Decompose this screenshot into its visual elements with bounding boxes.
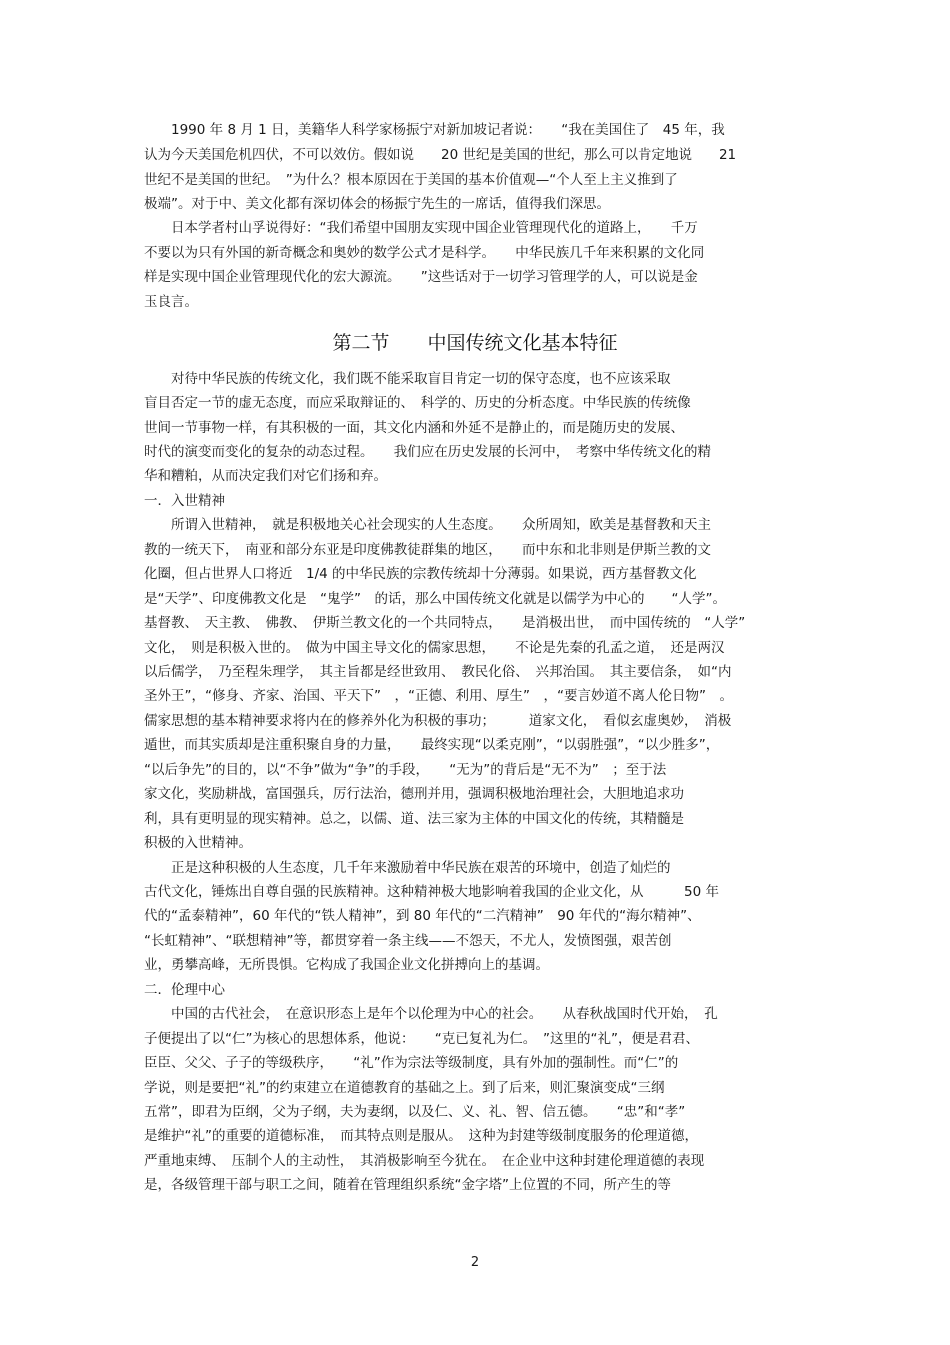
text-line: 中国的古代社会， 在意识形态上是年个以伦理为中心的社会。 从春秋战国时代开始， 孔 bbox=[144, 1006, 718, 1022]
text-line: 教的一统天下， 南亚和部分东亚是印度佛教徒群集的地区， 而中东和北非则是伊斯兰教的文 bbox=[144, 542, 711, 558]
text-line: 盲目否定一节的虚无态度，而应采取辩证的、 科学的、历史的分析态度。中华民族的传统像 bbox=[144, 395, 691, 411]
text-line: 化圈，但占世界人口将近 1/4 的中华民族的宗教传统却十分薄弱。如果说，西方基督教文化 bbox=[144, 566, 697, 582]
text-line: 古代文化，锤炼出自尊自强的民族精神。这种精神极大地影响着我国的企业文化，从 50 年 bbox=[144, 884, 719, 900]
text-line: 儒家思想的基本精神要求将内在的修养外化为积极的事功； 道家文化， 看似玄虚奥妙， 消极 bbox=[144, 713, 732, 729]
subheading-ethics-center: 二．伦理中心 bbox=[144, 982, 225, 998]
text-line: 积极的入世精神。 bbox=[144, 835, 252, 851]
text-line: 玉良言。 bbox=[144, 294, 198, 310]
text-line: 业，勇攀高峰，无所畏惧。它构成了我国企业文化拼搏向上的基调。 bbox=[144, 957, 549, 973]
text-line: 是，各级管理干部与职工之间，随着在管理组织系统“金字塔”上位置的不同，所产生的等 bbox=[144, 1177, 671, 1193]
text-line: 文化， 则是积极入世的。 做为中国主导文化的儒家思想， 不论是先秦的孔孟之道， 还是两汉 bbox=[144, 640, 725, 656]
section-title: 第二节 中国传统文化基本特征 bbox=[332, 332, 618, 354]
text-line: 利，具有更明显的现实精神。总之，以儒、道、法三家为主体的中国文化的传统，其精髓是 bbox=[144, 811, 684, 827]
subheading-entering-world-spirit: 一．入世精神 bbox=[144, 493, 225, 509]
text-line: 臣臣、父父、子子的等级秩序， “礼”作为宗法等级制度，具有外加的强制性。而“仁”的 bbox=[144, 1055, 679, 1071]
text-line: 极端”。对于中、美文化都有深切体会的杨振宁先生的一席话，值得我们深思。 bbox=[144, 196, 610, 212]
text-line: 五常”，即君为臣纲，父为子纲，夫为妻纲，以及仁、义、礼、智、信五德。 “忠”和“孝” bbox=[144, 1104, 686, 1120]
text-line: 世间一节事物一样，有其积极的一面，其文化内涵和外延不是静止的，而是随历史的发展、 bbox=[144, 420, 684, 436]
text-line: 是“天学”、印度佛教文化是 “鬼学” 的话，那么中国传统文化就是以儒学为中心的 “人学”。 bbox=[144, 591, 726, 607]
text-line: 1990 年 8 月 1 日，美籍华人科学家杨振宁对新加坡记者说： “我在美国住了 45 年，我 bbox=[144, 122, 725, 138]
text-line: 子便提出了以“仁”为核心的思想体系，他说： “克已复礼为仁。 ”这里的“礼”，便是君君、 bbox=[144, 1031, 699, 1047]
text-line: “以后争先”的目的，以“不争”做为“争”的手段， “无为”的背后是“无不为” ；至于法 bbox=[144, 762, 667, 778]
text-line: 是维护“礼”的重要的道德标准， 而其特点则是服从。 这种为封建等级制度服务的伦理道德， bbox=[144, 1128, 698, 1144]
text-line: 认为今天美国危机四伏，不可以效仿。假如说 20 世纪是美国的世纪，那么可以肯定地说 21 bbox=[144, 147, 737, 163]
text-line: 日本学者村山孚说得好：“我们希望中国朋友实现中国企业管理现代化的道路上， 千万 bbox=[144, 220, 698, 236]
text-line: 不要以为只有外国的新奇概念和奥妙的数学公式才是科学。 中华民族几千年来积累的文化同 bbox=[144, 245, 705, 261]
text-line: 严重地束缚、 压制个人的主动性， 其消极影响至今犹在。 在企业中这种封建伦理道德的表现 bbox=[144, 1153, 705, 1169]
page-number: 2 bbox=[470, 1255, 480, 1270]
text-line: 样是实现中国企业管理现代化的宏大源流。 ”这些话对于一切学习管理学的人，可以说是金 bbox=[144, 269, 698, 285]
text-line: 基督教、 天主教、 佛教、 伊斯兰教文化的一个共同特点， 是消极出世， 而中国传统的 “人学” bbox=[144, 615, 746, 631]
text-line: 世纪不是美国的世纪。 ”为什么？根本原因在于美国的基本价值观—“个人至上主义推到了 bbox=[144, 172, 678, 188]
text-line: 遁世，而其实质却是注重积聚自身的力量， 最终实现“以柔克刚”，“以弱胜强”，“以少胜多”， bbox=[144, 737, 720, 753]
text-line: 正是这种积极的人生态度，几千年来激励着中华民族在艰苦的环境中，创造了灿烂的 bbox=[144, 860, 671, 876]
text-line: 以后儒学， 乃至程朱理学， 其主旨都是经世致用、 教民化俗、 兴邦治国。 其主要信条， 如“内 bbox=[144, 664, 732, 680]
text-line: 家文化，奖励耕战，富国强兵，厉行法治，德刑并用，强调积极地治理社会，大胆地追求功 bbox=[144, 786, 684, 802]
text-line: 圣外王”，“修身、齐家、治国、平天下” ，“正德、利用、厚生” ，“要言妙道不离人伦日物” 。 bbox=[144, 688, 733, 704]
text-line: 华和糟粕，从而决定我们对它们扬和弃。 bbox=[144, 468, 387, 484]
text-line: 代的“孟泰精神”，60 年代的“铁人精神”，到 80 年代的“二汽精神” 90 年代的“海尔精神”、 bbox=[144, 908, 701, 924]
text-line: 所谓入世精神， 就是积极地关心社会现实的人生态度。 众所周知，欧美是基督教和天主 bbox=[144, 517, 711, 533]
text-line: “长虹精神”、“联想精神”等，都贯穿着一条主线——不怨天，不尤人，发愤图强，艰苦创 bbox=[144, 933, 672, 949]
text-line: 学说，则是要把“礼”的约束建立在道德教育的基础之上。到了后来，则汇聚演变成“三纲 bbox=[144, 1080, 665, 1096]
text-line: 对待中华民族的传统文化，我们既不能采取盲目肯定一切的保守态度，也不应该采取 bbox=[144, 371, 671, 387]
text-line: 时代的演变而变化的复杂的动态过程。 我们应在历史发展的长河中， 考察中华传统文化的精 bbox=[144, 444, 711, 460]
